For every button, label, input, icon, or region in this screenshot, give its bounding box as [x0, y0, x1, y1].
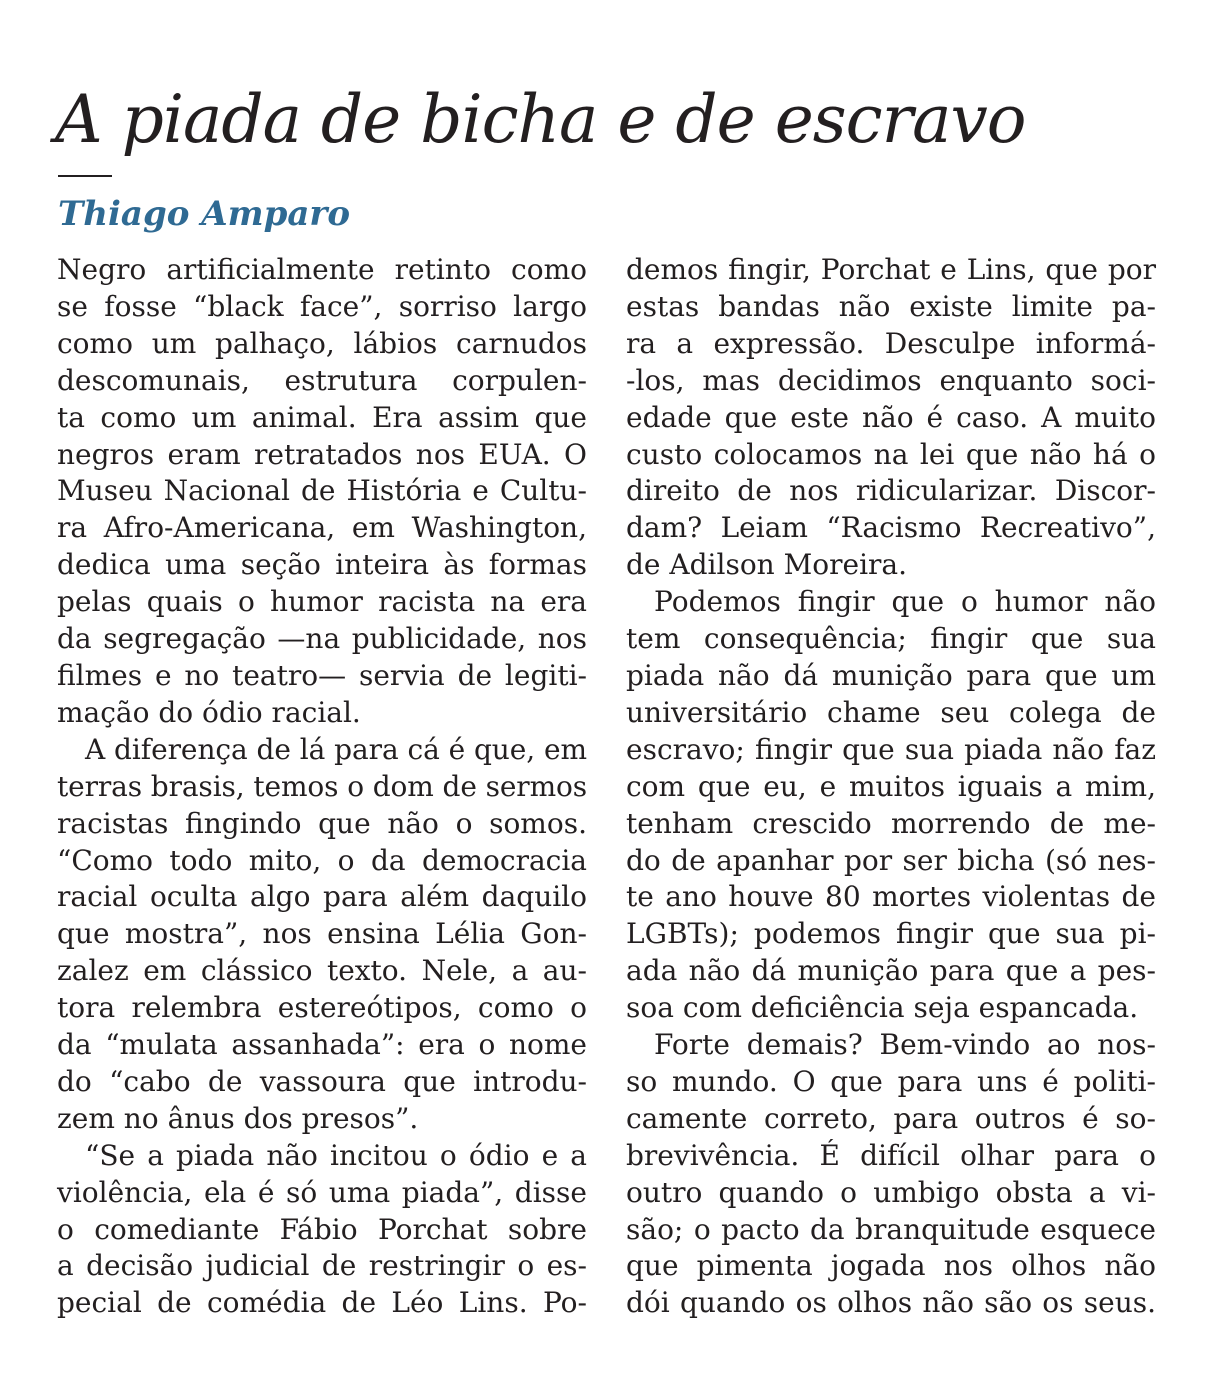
article-text-line: a decisão judicial de restringir o es-	[57, 1249, 587, 1283]
article-text-line: A diferença de lá para cá é que, em	[85, 732, 588, 766]
article-text-line: custo colocamos na lei que não há o	[626, 437, 1156, 471]
article-text-line: tem consequência; fingir que sua	[626, 622, 1156, 656]
article-text-line: outro quando o umbigo obsta a vi-	[626, 1175, 1156, 1209]
article-text-line: com que eu, e muitos iguais a mim,	[626, 769, 1156, 803]
article-text-line: Museu Nacional de História e Cultu-	[57, 474, 587, 508]
article-text-line: edade que este não é caso. A muito	[626, 400, 1156, 434]
article-text-line: pelas quais o humor racista na era	[57, 585, 587, 619]
article-text-line: tenham crescido morrendo de me-	[626, 806, 1156, 840]
article-text-line: que pimenta jogada nos olhos não	[626, 1249, 1156, 1283]
article-text-line: escravo; fingir que sua piada não faz	[626, 732, 1156, 766]
headline-divider	[58, 175, 112, 177]
article-column-left	[57, 252, 587, 1322]
article-text-line: piada não dá munição para que um	[626, 658, 1156, 692]
article-text-line: estas bandas não existe limite pa-	[626, 289, 1156, 323]
article-text-line: mação do ódio racial.	[57, 695, 361, 729]
headline: A piada de bicha e de escravo	[55, 81, 1026, 158]
article-text-line: demos fingir, Porchat e Lins, que por	[626, 253, 1156, 286]
article-text-line: tora relembra estereótipos, como o	[57, 991, 587, 1025]
article-text-line: negros eram retratados nos EUA. O	[57, 437, 587, 471]
article-text-line: terras brasis, temos o dom de sermos	[57, 769, 588, 803]
article-text-line: descomunais, estrutura corpulen-	[57, 363, 587, 397]
article-text-line: racial oculta algo para além daquilo	[57, 880, 587, 914]
article-text-line: se fosse “black face”, sorriso largo	[57, 289, 587, 323]
article-text-line: de Adilson Moreira.	[626, 548, 908, 582]
article-text-line: ada não dá munição para que a pes-	[626, 954, 1156, 988]
article-text-line: Negro artificialmente retinto como	[57, 253, 587, 286]
article-text-line: -los, mas decidimos enquanto soci-	[626, 363, 1156, 397]
article-text-line: da segregação —na publicidade, nos	[57, 622, 587, 656]
article-text-line: ta como um animal. Era assim que	[57, 400, 587, 434]
article-text-line: so mundo. O que para uns é politi-	[626, 1064, 1156, 1098]
article-text-line: ra a expressão. Desculpe informá-	[626, 326, 1156, 360]
article-text-line: “Como todo mito, o da democracia	[57, 843, 587, 877]
article-text-line: Podemos fingir que o humor não	[654, 585, 1156, 619]
article-text-line: universitário chame seu colega de	[626, 695, 1156, 729]
article-text-line: do de apanhar por ser bicha (só nes-	[626, 843, 1156, 877]
article-text-line: dedica uma seção inteira às formas	[57, 548, 587, 582]
article-text-line: violência, ela é só uma piada”, disse	[57, 1175, 587, 1209]
byline: Thiago Amparo	[58, 194, 351, 234]
article-text-line: “Se a piada não incitou o ódio e a	[85, 1138, 587, 1172]
article-text-line: o comediante Fábio Porchat sobre	[57, 1212, 587, 1246]
article-text-line: camente correto, para outros é so-	[626, 1101, 1156, 1135]
article-text-line: direito de nos ridicularizar. Discor-	[626, 474, 1156, 508]
article-text-line: filmes e no teatro— servia de legiti-	[57, 658, 587, 692]
article-column-right	[626, 252, 1156, 1322]
article-text-line: pecial de comédia de Léo Lins. Po-	[57, 1286, 587, 1320]
article-text-line: ra Afro-Americana, em Washington,	[57, 511, 587, 545]
article-text-line: dam? Leiam “Racismo Recreativo”,	[626, 511, 1156, 545]
article-text-line: brevivência. É difícil olhar para o	[626, 1138, 1156, 1172]
article-text-line: zalez em clássico texto. Nele, a au-	[57, 954, 587, 988]
article-text-line: zem no ânus dos presos”.	[57, 1101, 419, 1135]
article-text-line: como um palhaço, lábios carnudos	[57, 326, 587, 360]
article-text-line: te ano houve 80 mortes violentas de	[626, 880, 1156, 914]
article-text-line: Forte demais? Bem-vindo ao nos-	[654, 1028, 1156, 1062]
article-text-line: dói quando os olhos não são os seus.	[626, 1286, 1156, 1320]
article-text-line: são; o pacto da branquitude esquece	[626, 1212, 1156, 1246]
article-text-line: racistas fingindo que não o somos.	[57, 806, 587, 840]
article-text-line: que mostra”, nos ensina Lélia Gon-	[57, 917, 587, 951]
article-text-line: LGBTs); podemos fingir que sua pi-	[626, 917, 1156, 951]
article-text-line: do “cabo de vassoura que introdu-	[57, 1064, 587, 1098]
article-text-line: da “mulata assanhada”: era o nome	[57, 1028, 587, 1062]
article-text-line: soa com deficiência seja espancada.	[626, 991, 1139, 1025]
